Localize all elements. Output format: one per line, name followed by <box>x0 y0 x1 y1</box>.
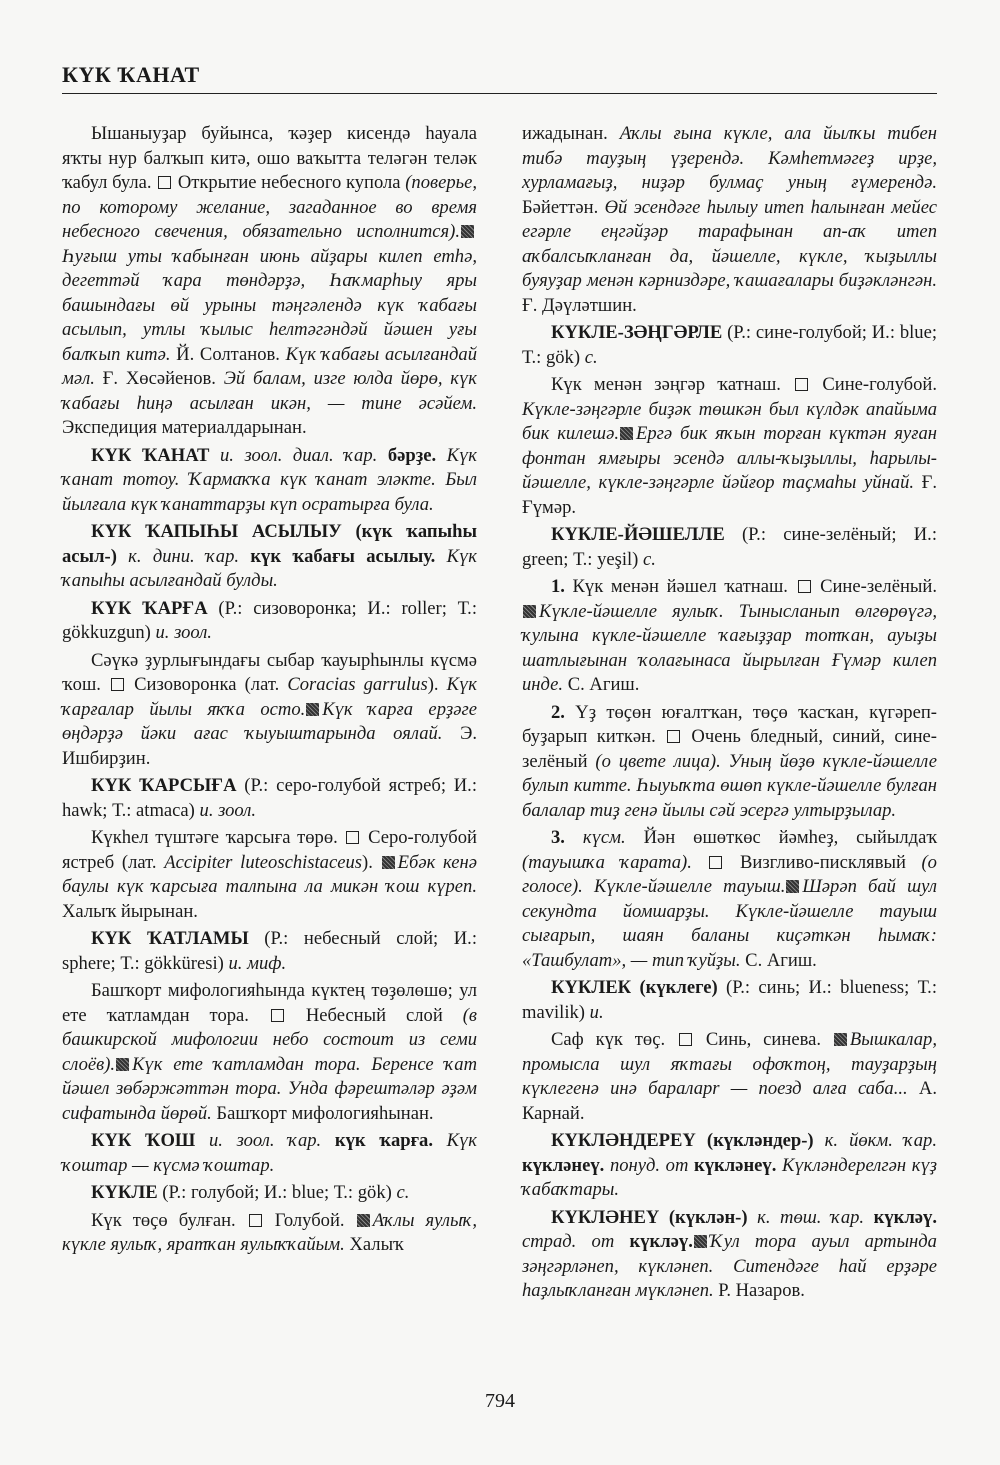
text-run: (Р.: серо-голубой ястреб; И.: hawk; Т.: atmaca) <box>62 775 477 821</box>
headword: КҮКЛЕ <box>91 1182 158 1203</box>
entry-paragraph <box>62 979 477 1126</box>
italic-text: Accipiter luteoschistaceus <box>164 851 363 873</box>
italic-text: (о голосе). Күкле-йәшелле тауыш. <box>522 851 937 897</box>
italic-text: (о цвете лица). Уның йөҙө күкле-йәшелле булып китте. Һыуыҡта өшөп күкле-йәшелле булған балалар тиҙ генә йылы сәй эсергә ултырҙылар. <box>522 750 937 821</box>
translation-marker-icon <box>795 378 808 391</box>
text-run <box>692 852 708 873</box>
example-marker-icon <box>523 605 536 618</box>
text-run: Бәйеттән. <box>522 196 605 218</box>
italic-text: Аҡлы ғына күкле, ала йылҡы тибен тибә тауҙың үҙерендә. Кәмһетмәгеҙ ирҙе, хурламағыҙ, ниҙәр булмаҫ уның ғүмерендә. <box>522 123 937 193</box>
entry-paragraph <box>62 1129 477 1178</box>
entry-paragraph <box>62 597 477 646</box>
italic-text: Күкле-йәшелле яулыҡ. Тынысланып өлгөрөүгә, ҡулына күкле-йәшелле ҡағыҙҙар тотҡан, ауыҙы шатлығынан ҡолағынаса йырылған Ғүмәр килеп инде. <box>522 600 937 695</box>
translation-marker-icon <box>709 856 722 869</box>
entry-paragraph <box>522 575 937 698</box>
italic-text: Күк ҡанат тотоу. Ҡармаҡҡа күк ҡанат эләкте. Был йылғала күк ҡанаттарҙы күп осратырға була. <box>62 444 477 515</box>
italic-text: и. <box>589 1001 604 1023</box>
headword: КҮКЛЕ-ЗӘҢГӘРЛЕ <box>551 322 723 343</box>
example-marker-icon <box>694 1235 707 1248</box>
entry-paragraph <box>522 523 937 572</box>
entry-paragraph <box>62 649 477 772</box>
text-run: (Р.: синь; И.: blueness; Т.: mavilik) <box>522 977 937 1023</box>
text-run: Ғ. Дәүләтшин. <box>522 294 637 316</box>
headword: КҮКЛӘНДЕРЕҮ (күкләндер-) <box>551 1130 814 1151</box>
italic-text: с. <box>396 1182 410 1203</box>
headword: КҮК ҠАТЛАМЫ <box>91 928 249 949</box>
example-marker-icon <box>306 703 319 716</box>
text-run: ). <box>427 674 447 695</box>
text-run: Э. Ишбирҙин. <box>62 723 477 769</box>
italic-text: страд. от <box>522 1231 630 1252</box>
italic-text: Ебәк кенә баулы күк ҡарсыға талпына ла микән ҡош күреп. <box>62 851 477 897</box>
entry-paragraph <box>62 774 477 823</box>
running-head: КҮК ҠАНАТ <box>62 62 200 87</box>
italic-text: Coracias garrulus <box>287 674 428 695</box>
headword: КҮК ҠАНАТ <box>91 444 210 466</box>
entry-paragraph <box>522 373 937 520</box>
text-run: Күк менән зәңгәр ҡатнаш. <box>551 374 794 395</box>
translation-marker-icon <box>158 176 171 189</box>
headword: КҮКЛЕК (күклеге) <box>551 977 718 998</box>
italic-text: с. <box>643 548 656 570</box>
italic-text: Эй балам, изге юлда йөрө, күк ҡабағы һиңә асылған икән, — тине әсәйем. <box>62 368 477 414</box>
entry-paragraph <box>522 826 937 973</box>
translation-marker-icon <box>667 730 680 743</box>
text-run: А. Карнай. <box>522 1078 937 1124</box>
italic-text: (поверье, по которому желание, загаданное во время небесного свечения, обязательно исполнится). <box>62 172 477 242</box>
text-run: Синь, синева. <box>694 1029 833 1050</box>
text-run: (Р.: небесный слой; И.: sphere; Т.: gökküresi) <box>62 928 477 974</box>
page-number: 794 <box>485 1390 515 1412</box>
italic-text: Күкле-зәңгәрле биҙәк төшкән был күлдәк апайыма бик килешә. <box>522 398 937 444</box>
entry-paragraph <box>62 927 477 976</box>
italic-text: понуд. от <box>604 1154 695 1176</box>
text-run: Голубой. <box>263 1209 356 1231</box>
headword: 3. <box>551 827 565 848</box>
text-run: Сәүкә ҙурлығындағы сыбар ҡауырһынлы күсмә ҡош. <box>62 649 477 695</box>
entry-paragraph <box>522 1028 937 1126</box>
headword: күкләү. <box>873 1206 937 1228</box>
text-run: Сизоворонка (лат. <box>126 674 288 695</box>
italic-text: Күк ҡабағы асылғандай мәл. <box>62 343 477 389</box>
italic-text: и. зоол. <box>155 622 212 643</box>
text-run: Р. Назаров. <box>713 1280 805 1301</box>
headword: КҮКЛӘНЕҮ (күклән-) <box>551 1206 748 1228</box>
right-column <box>522 122 937 1307</box>
headword: 1. <box>551 576 565 597</box>
headword: бәрҙе. <box>387 444 437 466</box>
text-run: ). <box>362 851 381 873</box>
example-marker-icon <box>620 427 633 440</box>
italic-text: Күк ҡоштар — күсмә ҡоштар. <box>62 1130 477 1176</box>
italic-text: Аҡлы яулыҡ, күкле яулыҡ, яратҡан яулыҡҡайым. <box>62 1209 478 1255</box>
italic-text: (тауышҡа ҡарата). <box>522 851 692 873</box>
text-run: Халыҡ йырынан. <box>62 900 198 922</box>
entry-paragraph <box>522 1206 937 1304</box>
italic-text: күсм. <box>564 827 626 848</box>
example-marker-icon <box>461 225 474 238</box>
entry-paragraph <box>522 976 937 1025</box>
italic-text: и. зоол. ҡар. <box>195 1130 335 1151</box>
text-run: Башҡорт мифологияһынан. <box>211 1102 434 1124</box>
text-run: С. Агиш. <box>563 674 640 695</box>
translation-marker-icon <box>798 580 811 593</box>
text-run: Открытие небесного купола <box>173 172 406 193</box>
translation-marker-icon <box>346 831 359 844</box>
italic-text: к. дини. ҡар. <box>116 545 251 567</box>
example-marker-icon <box>786 880 799 893</box>
italic-text: к. йөкм. ҡар. <box>813 1130 937 1151</box>
entry-paragraph <box>522 701 937 824</box>
italic-text: Ҡул тора ауыл артында зәңгәрләнеп, күкләнеп. Ситендәге һай ерҙәре һаҙлыҡланған мүкләнеп. <box>522 1231 937 1301</box>
headword: 2. <box>551 701 565 723</box>
text-run: Визгливо-писклявый <box>724 851 922 873</box>
text-run: Экспедиция материалдарынан. <box>62 417 307 438</box>
headword: күкләү. <box>629 1231 693 1252</box>
text-run: (Р.: сине-голубой; И.: blue; Т.: gök) <box>522 322 937 368</box>
text-run: Серо-голубой ястреб (лат. <box>62 827 477 873</box>
headword: КҮК ҠАРҒА <box>91 597 208 619</box>
example-marker-icon <box>382 856 395 869</box>
text-run: Халыҡ <box>344 1234 404 1255</box>
text-run: Күк менән йәшел ҡатнаш. <box>564 576 796 597</box>
text-run: Күкһел түштәге ҡарсыға төрө. <box>91 827 345 848</box>
entry-paragraph <box>62 122 477 441</box>
text-run: Й. Солтанов. <box>170 343 286 365</box>
text-run: (Р.: голубой; И.: blue; Т.: gök) <box>157 1182 397 1203</box>
text-run: Күк төҫө булған. <box>91 1209 247 1231</box>
entry-paragraph <box>62 826 477 924</box>
entry-paragraph <box>62 444 477 518</box>
text-run: (Р.: сизоворонка; И.: roller; Т.: gökkuzgun) <box>62 597 477 643</box>
entry-paragraph <box>62 520 477 594</box>
text-run: ижадынан. <box>522 123 620 144</box>
header-rule <box>62 93 937 94</box>
text-run: Сине-зелёный. <box>812 576 937 597</box>
entry-paragraph <box>522 122 937 318</box>
headword: КҮК ҠАПЫҺЫ АСЫЛЫУ (күк ҡапыһы асыл-) <box>62 521 477 567</box>
translation-marker-icon <box>249 1214 262 1227</box>
italic-text: Шәрәп бай шул секундта йомшарҙы. Күкле-йәшелле тауыш сығарып, шаян баланы киҫәткән һымаҡ: «Ташбулат», — тип ҡуйҙы. <box>522 876 937 971</box>
entry-paragraph <box>62 1209 477 1258</box>
italic-text: Күк ҡарғалар йылы яҡҡа осто. <box>62 674 477 720</box>
entry-paragraph <box>522 321 937 370</box>
text-run: Үҙ төҫөн юғалтҡан, төҫө ҡасҡан, күгәреп-буҙарып киткән. <box>522 701 937 747</box>
text-run: Небесный слой <box>285 1004 463 1026</box>
entry-paragraph <box>522 1129 937 1203</box>
headword: КҮК ҠОШ <box>91 1130 196 1151</box>
text-run: Башҡорт мифологияһында күктең төҙөлөшө; ул ете ҡатламдан тора. <box>62 980 477 1026</box>
text-run: (Р.: сине-зелёный; И.: green; Т.: yeşil) <box>522 524 937 570</box>
italic-text: и. зоол. <box>199 799 257 821</box>
text-run: Сине-голубой. <box>810 374 937 395</box>
italic-text: Күкләндерелгән күҙ ҡабаҡтары. <box>522 1154 937 1200</box>
entry-paragraph <box>62 1181 477 1206</box>
text-run: Йән өшөткөс йәмһеҙ, сыйылдаҡ <box>625 827 937 848</box>
headword: күк ҡабағы асылыу. <box>250 545 436 567</box>
italic-text: Өй эсендәге һылыу итеп һалынған мейес егәрле еңгәйҙәр тарафынан ап-аҡ итеп аҡбалсыҡланған да, йәшелле, күкле, ҡыҙыллы буяуҙар менән кәрниздәре, ҡашағалары биҙәкләнгән. <box>522 196 937 291</box>
headword: күкләнеү. <box>694 1154 777 1176</box>
text-run: Саф күк төҫ. <box>551 1029 677 1050</box>
italic-text: Һуғыш уты ҡабынған июнь айҙары килеп етһә, дегеттәй ҡара төндәрҙә, Һаҡмарһыу яры башындағы өй урыны тәңгәлендә күк ҡабағы асылып, утлы ҡылыс һелтәгәндәй йәшен уғы балҡып китә. <box>62 245 477 365</box>
example-marker-icon <box>357 1214 370 1227</box>
left-column <box>62 122 477 1261</box>
italic-text: Күк ҡарға ерҙәге өңдәрҙә йәки ағас ҡыуыштарында оялай. <box>62 698 477 744</box>
text-run: Ғ. Хөсәйенов. <box>94 368 224 389</box>
text-run: Ышаныуҙар буйынса, ҡәҙер кисендә һауала яҡты нур балҡып китә, ошо ваҡытта теләгән теләк ҡабул була. <box>62 123 477 193</box>
italic-text: Күк ете ҡатламдан тора. Беренсе ҡат йәшел зөбәржәттән тора. Унда фәрештәләр әҙәм сифатында йөрөй. <box>62 1053 477 1124</box>
translation-marker-icon <box>271 1009 284 1022</box>
example-marker-icon <box>834 1033 847 1046</box>
italic-text: к. төш. ҡар. <box>747 1206 874 1228</box>
italic-text: Вышкалар, промысла шул яҡтағы офоҡтоң, тауҙарҙың күклегенә инә бараларr — поезд алға саба... <box>522 1029 937 1099</box>
text-run: С. Агиш. <box>740 949 817 971</box>
translation-marker-icon <box>679 1033 692 1046</box>
italic-text: и. зоол. диал. ҡар. <box>209 444 388 466</box>
text-run: Очень бледный, синий, сине-зелёный <box>522 726 937 772</box>
text-run: Ғ. Ғүмәр. <box>522 472 938 518</box>
italic-text: с. <box>584 346 598 368</box>
italic-text: (в башкирской мифологии небо состоит из семи слоёв). <box>62 1004 477 1075</box>
headword: КҮКЛЕ-ЙӘШЕЛЛЕ <box>551 524 725 545</box>
example-marker-icon <box>116 1058 129 1071</box>
headword: күкләнеү. <box>522 1154 605 1176</box>
headword: күк ҡарға. <box>334 1130 433 1151</box>
italic-text: и. миф. <box>228 952 287 974</box>
italic-text: Ергә бик яҡын торған күктән яуған фонтан ямғыры эсендә аллы-ҡыҙыллы, һарылы-йәшелле, күкле-зәңгәрле йәйғор таҫмаһы уйнай. <box>522 423 937 493</box>
headword: КҮК ҠАРСЫҒА <box>91 775 237 796</box>
translation-marker-icon <box>111 678 124 691</box>
italic-text: Күк ҡапыһы асылғандай булды. <box>62 545 477 591</box>
